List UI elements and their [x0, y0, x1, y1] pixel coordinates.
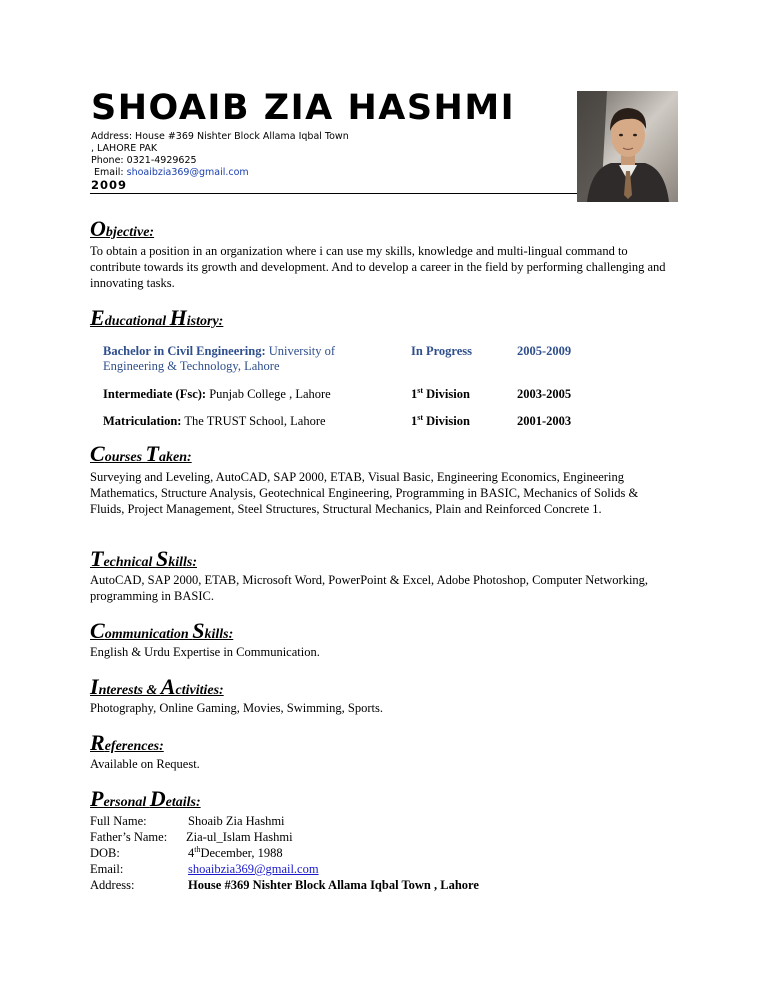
heading-courses-taken: Courses Taken:	[90, 441, 192, 466]
heading-technical-skills: Technical Skills:	[90, 546, 197, 571]
detail-value: 4thDecember, 1988	[188, 844, 283, 860]
education-status: In Progress	[411, 344, 472, 358]
education-years: 2001-2003	[517, 414, 572, 428]
header-divider	[90, 193, 578, 194]
detail-label: DOB:	[90, 846, 120, 860]
heading-personal-details: Personal Details:	[90, 786, 201, 811]
courses-text: Surveying and Leveling, AutoCAD, SAP 2000, ETAB, Visual Basic, Engineering Economics, Engineering Mathematics, Structure Analysis, Geotechnical Engineering, Programming in BASIC, Mechanics of Solids & Fluids, Project Management, Steel Structures, Structural Mechanics, Plain and Reinforced Concrete 1.	[90, 470, 639, 516]
detail-label: Address:	[90, 878, 135, 892]
detail-label: Full Name:	[90, 814, 147, 828]
candidate-name: SHOAIB ZIA HASHMI	[91, 88, 516, 128]
detail-label: Father’s Name:	[90, 830, 168, 844]
education-years: 2003-2005	[517, 387, 572, 401]
profile-photo	[577, 91, 678, 202]
heading-educational-history: Educational History:	[90, 305, 224, 330]
objective-text: To obtain a position in an organization where i can use my skills, knowledge and multi-lingual command to contribute towards its growth and development. And to develop a career in the field by performing challenging and innovating tasks.	[90, 244, 666, 290]
education-status: 1st Division	[411, 385, 470, 401]
resume-year: 2009	[91, 178, 128, 192]
education-degree: Intermediate (Fsc): Punjab College , Lahore	[103, 387, 331, 401]
education-degree: Bachelor in Civil Engineering: University of Engineering & Technology, Lahore	[103, 344, 336, 373]
heading-communication-skills: Communication Skills:	[90, 618, 234, 643]
contact-block	[91, 131, 351, 179]
heading-objective: Objective:	[90, 216, 155, 241]
email-label: Email:	[94, 167, 124, 178]
references-text: Available on Request.	[90, 757, 200, 771]
communication-text: English & Urdu Expertise in Communication.	[90, 645, 320, 659]
email-line	[91, 167, 351, 179]
detail-value: House #369 Nishter Block Allama Iqbal Town , Lahore	[188, 878, 479, 892]
email-link[interactable]: shoaibzia369@gmail.com	[126, 167, 249, 178]
heading-references: References:	[90, 730, 164, 755]
technical-skills-text: AutoCAD, SAP 2000, ETAB, Microsoft Word, PowerPoint & Excel, Adobe Photoshop, Computer Networking, programming in BASIC.	[90, 573, 649, 603]
detail-value: Zia-ul_Islam Hashmi	[186, 830, 293, 844]
education-degree: Matriculation: The TRUST School, Lahore	[103, 414, 326, 428]
phone-line: Phone: 0321-4929625	[91, 155, 197, 166]
detail-value: Shoaib Zia Hashmi	[188, 814, 285, 828]
education-years: 2005-2009	[517, 344, 572, 358]
interests-text: Photography, Online Gaming, Movies, Swimming, Sports.	[90, 701, 383, 715]
heading-interests-activities: Interests & Activities:	[90, 674, 224, 699]
address-line: Address: House #369 Nishter Block Allama Iqbal Town , LAHORE PAK	[91, 131, 349, 154]
education-status: 1st Division	[411, 412, 470, 428]
detail-label: Email:	[90, 862, 124, 876]
detail-email-link[interactable]: shoaibzia369@gmail.com	[188, 862, 319, 876]
